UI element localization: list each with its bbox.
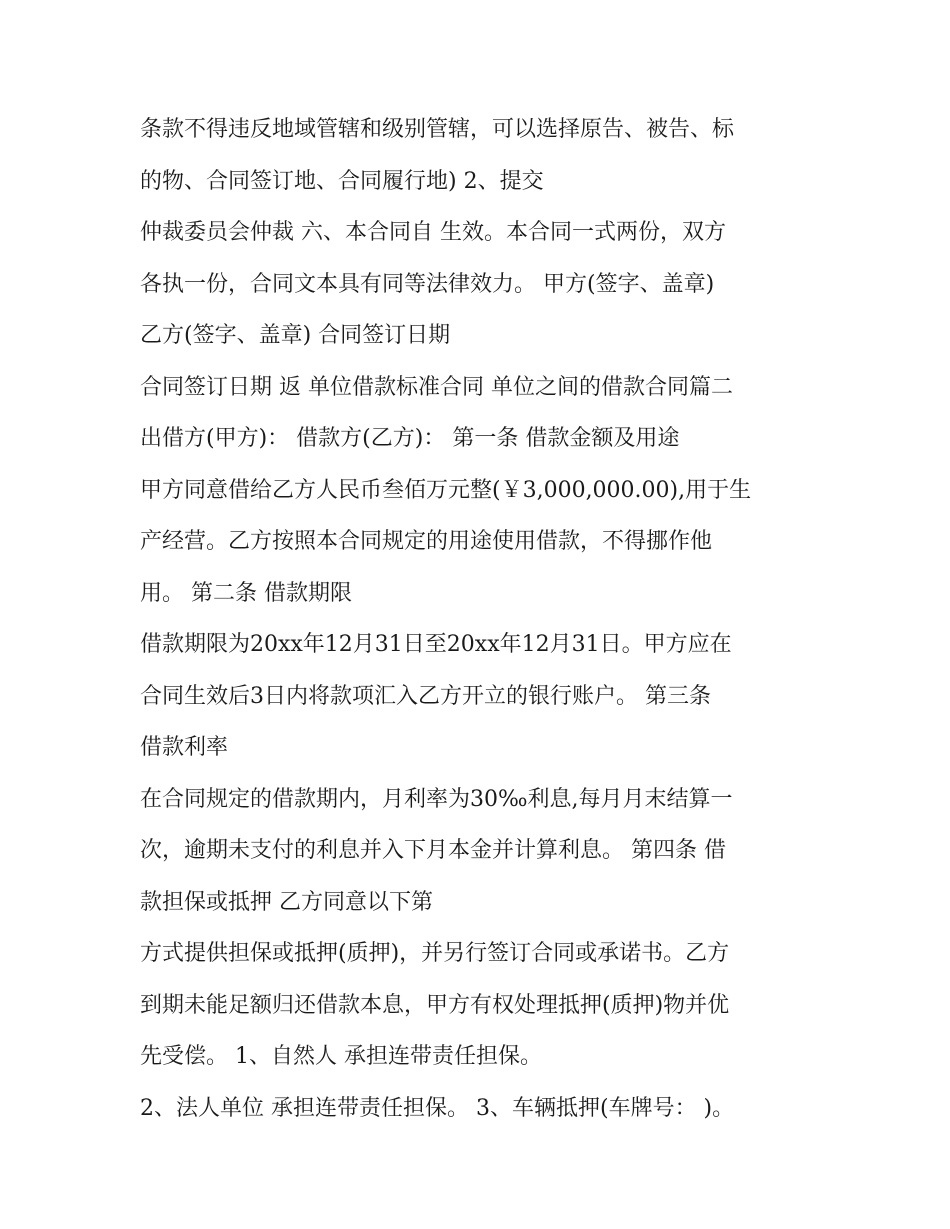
text-line: 借款期限为20xx年12月31日至20xx年12月31日。甲方应在 <box>140 632 732 657</box>
text-line: 各执一份，合同文本具有同等法律效力。 甲方(签字、盖章) <box>140 271 715 297</box>
text-line: 2、法人单位 承担连带责任担保。 3、车辆抵押(车牌号： )。 <box>140 1095 735 1121</box>
text-line: 仲裁委员会仲裁 六、本合同自 生效。本合同一式两份，双方 <box>140 220 726 245</box>
text-line: 到期未能足额归还借款本息，甲方有权处理抵押(质押)物并优 <box>140 992 730 1018</box>
text-line: 次，逾期未支付的利息并入下月本金并计算利息。 第四条 借 <box>140 838 726 863</box>
document-body <box>140 110 820 1140</box>
text-line: 的物、合同签订地、合同履行地) 2、提交 <box>140 168 544 194</box>
text-line: 出借方(甲方)： 借款方(乙方)： 第一条 借款金额及用途 <box>140 426 680 451</box>
text-line: 合同签订日期 返 单位借款标准合同 单位之间的借款合同篇二 <box>140 374 733 400</box>
text-line: 用。 第二条 借款期限 <box>140 580 352 606</box>
text-line: 甲方同意借给乙方人民币叁佰万元整(￥3,000,000.00),用于生 <box>140 477 752 503</box>
text-line: 产经营。乙方按照本合同规定的用途使用借款，不得挪作他 <box>140 529 713 554</box>
text-line: 合同生效后3日内将款项汇入乙方开立的银行账户。 第三条 <box>140 683 711 709</box>
text-line: 乙方(签字、盖章) 合同签订日期 <box>140 323 451 348</box>
text-line: 方式提供担保或抵押(质押)，并另行签订合同或承诺书。乙方 <box>140 941 730 966</box>
text-line: 先受偿。 1、自然人 承担连带责任担保。 <box>140 1044 542 1069</box>
text-line: 条款不得违反地域管辖和级别管辖，可以选择原告、被告、标 <box>140 117 735 142</box>
text-line: 在合同规定的借款期内，月利率为30‰利息,每月月末结算一 <box>140 786 733 812</box>
text-line: 借款利率 <box>140 735 229 760</box>
text-line: 款担保或抵押 乙方同意以下第 <box>140 889 433 915</box>
